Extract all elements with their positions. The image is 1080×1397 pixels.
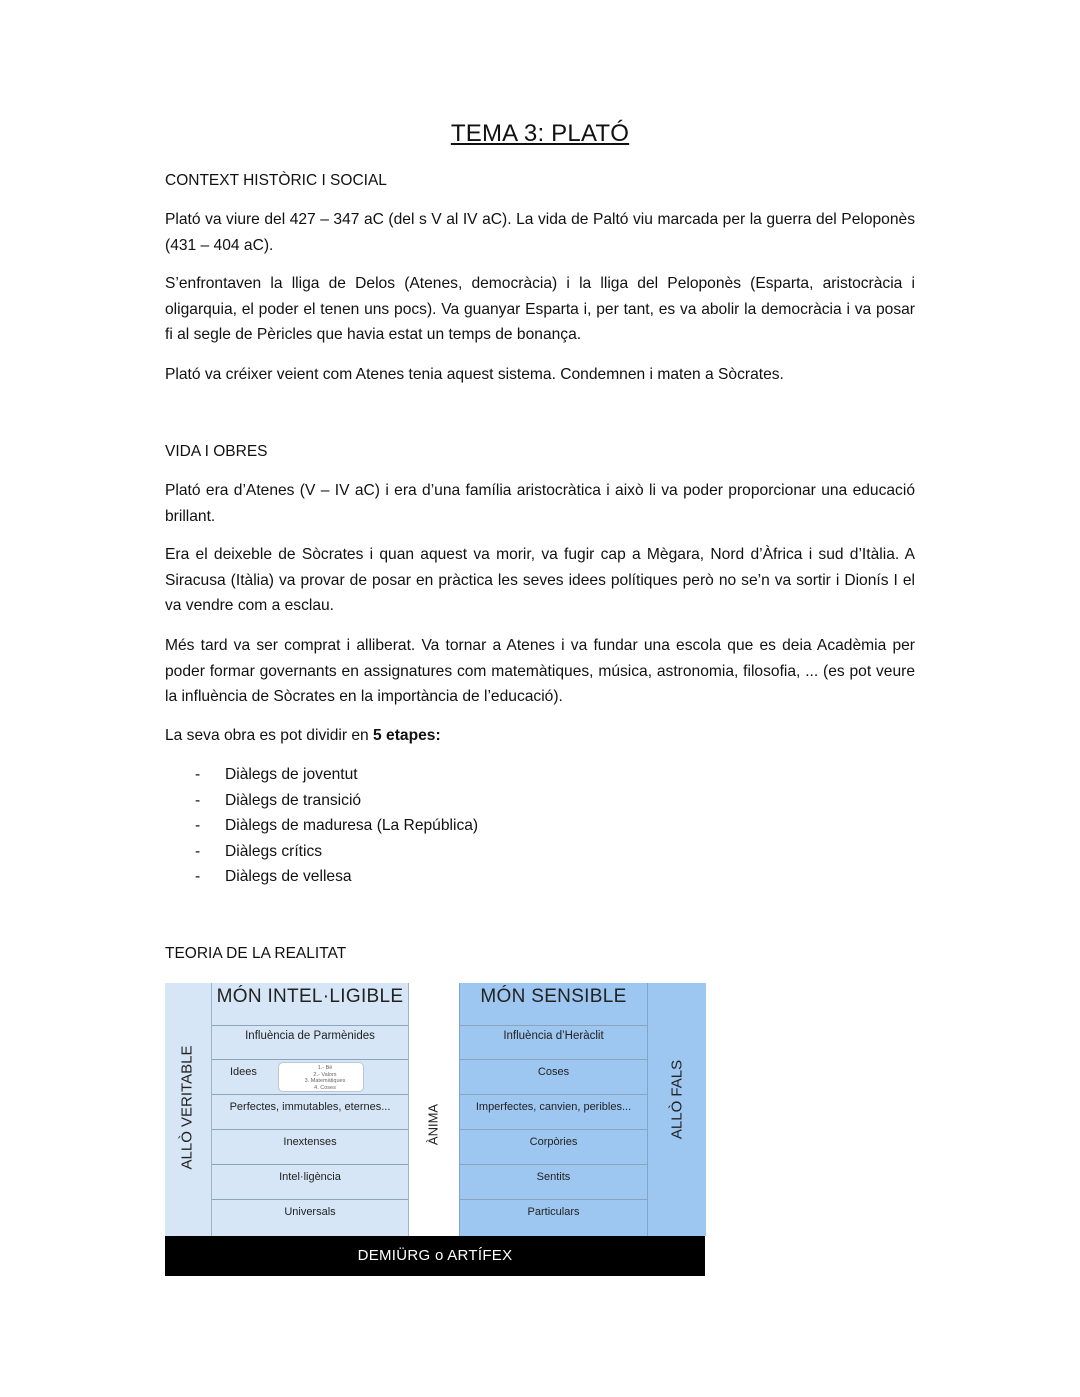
sensible-heading: MÓN SENSIBLE — [480, 986, 627, 1007]
paragraph-text: La seva obra es pot dividir en — [165, 727, 374, 744]
page-title: TEMA 3: PLATÓ — [450, 120, 630, 147]
paragraph — [165, 723, 915, 749]
diagram-cell: Perfectes, immutables, eternes... — [212, 1094, 408, 1130]
diagram-cell: Particulars — [460, 1199, 647, 1237]
reality-diagram — [165, 983, 705, 1276]
paragraph: Plató era d’Atenes (V – IV aC) i era d’una família aristocràtica i això li va poder proporcionar una educació brillant. — [165, 482, 915, 525]
right-side-label: ALLÒ FALS — [668, 1059, 686, 1140]
section-heading: VIDA I OBRES — [165, 443, 268, 460]
left-side-band — [165, 983, 212, 1236]
list-item-label: Diàlegs de maduresa (La República) — [225, 817, 479, 834]
diagram-cell: Intel·ligència — [212, 1164, 408, 1200]
list-item: - Diàlegs de transició — [195, 791, 362, 809]
paragraph: Era el deixeble de Sòcrates i quan aquest va morir, va fugir cap a Mègara, Nord d’Àfrica i sud d’Itàlia. A Siracusa (Itàlia) va provar de posar en pràctica les seves idees polítiques però no se’n va sortir i Dionís I el va vendre com a esclau. — [165, 546, 915, 614]
paragraph-block — [165, 542, 915, 619]
list-item-label: Diàlegs de vellesa — [225, 868, 352, 885]
paragraph-block — [165, 207, 915, 258]
paragraph-block — [165, 723, 915, 749]
sensible-world-column — [459, 983, 647, 1236]
paragraph: S’enfrontaven la lliga de Delos (Atenes, democràcia) i la lliga del Peloponès (Esparta, aristocràcia i oligarquia, el poder el tenen uns pocs). Va guanyar Esparta i, per tant, es va abolir la democràcia i va posar fi al segle de Pèricles que havia estat un temps de bonança. — [165, 275, 915, 343]
idees-item: 1.- Bé — [317, 1065, 333, 1071]
paragraph: Plató va créixer veient com Atenes tenia aquest sistema. Condemnen i maten a Sòcrates. — [165, 366, 784, 383]
paragraph-block — [165, 633, 915, 710]
paragraph: Plató va viure del 427 – 347 aC (del s V al IV aC). La vida de Paltó viu marcada per la guerra del Peloponès (431 – 404 aC). — [165, 211, 915, 254]
list-item: - Diàlegs crítics — [195, 842, 323, 860]
paragraph-block — [165, 271, 915, 348]
paragraph: Més tard va ser comprat i alliberat. Va tornar a Atenes i va fundar una escola que es deia Acadèmia per poder formar governants en assignatures com matemàtiques, música, astronomia, filosofia, ... (es pot veure la influència de Sòcrates en la importància de l’educació). — [165, 637, 915, 705]
soul-column — [409, 983, 458, 1236]
section-heading: CONTEXT HISTÒRIC I SOCIAL — [165, 172, 387, 189]
list-item: - Diàlegs de vellesa — [195, 868, 352, 885]
idees-box — [278, 1062, 364, 1092]
right-side-band — [647, 983, 706, 1236]
intelligible-world-column — [212, 983, 409, 1236]
diagram-cell: Sentits — [460, 1164, 647, 1200]
intelligible-heading: MÓN INTEL·LIGIBLE — [216, 986, 404, 1007]
paragraph-block — [165, 478, 915, 529]
list-item-label: Diàlegs de joventut — [225, 766, 358, 783]
section-life — [165, 443, 915, 461]
soul-label: ÀNIMA — [425, 1103, 441, 1146]
section-heading: TEORIA DE LA REALITAT — [165, 945, 347, 962]
idees-item: 4. Coses — [314, 1084, 336, 1091]
intelligible-subheading: Influència de Parmènides — [212, 1025, 408, 1060]
sensible-subheading: Influència d’Heràclit — [460, 1025, 647, 1060]
list-item-label: Diàlegs de transició — [225, 791, 362, 809]
demiurge-bar: DEMIÜRG o ARTÍFEX — [165, 1236, 705, 1276]
idees-item: 3. Matemàtiques — [304, 1078, 346, 1084]
section-context — [165, 172, 915, 190]
diagram-cell: Imperfectes, canvien, peribles... — [460, 1094, 647, 1130]
left-side-label: ALLÒ VERITABLE — [178, 1045, 196, 1170]
list-item-label: Diàlegs crítics — [225, 842, 323, 860]
idees-row — [212, 1059, 408, 1095]
bold-text: 5 etapes: — [373, 727, 441, 744]
diagram-cell: Coses — [460, 1059, 647, 1095]
idees-item: 2.- Valors — [313, 1071, 337, 1078]
etapes-list — [165, 762, 915, 890]
paragraph-block — [165, 362, 915, 388]
diagram-cell: Inextenses — [212, 1129, 408, 1165]
list-item: - Diàlegs de maduresa (La República) — [195, 817, 479, 834]
idees-label: Idees — [230, 1066, 257, 1078]
diagram-cell: Corpòries — [460, 1129, 647, 1165]
list-item: - Diàlegs de joventut — [195, 766, 358, 783]
section-reality — [165, 945, 915, 963]
diagram-cell: Universals — [212, 1199, 408, 1237]
